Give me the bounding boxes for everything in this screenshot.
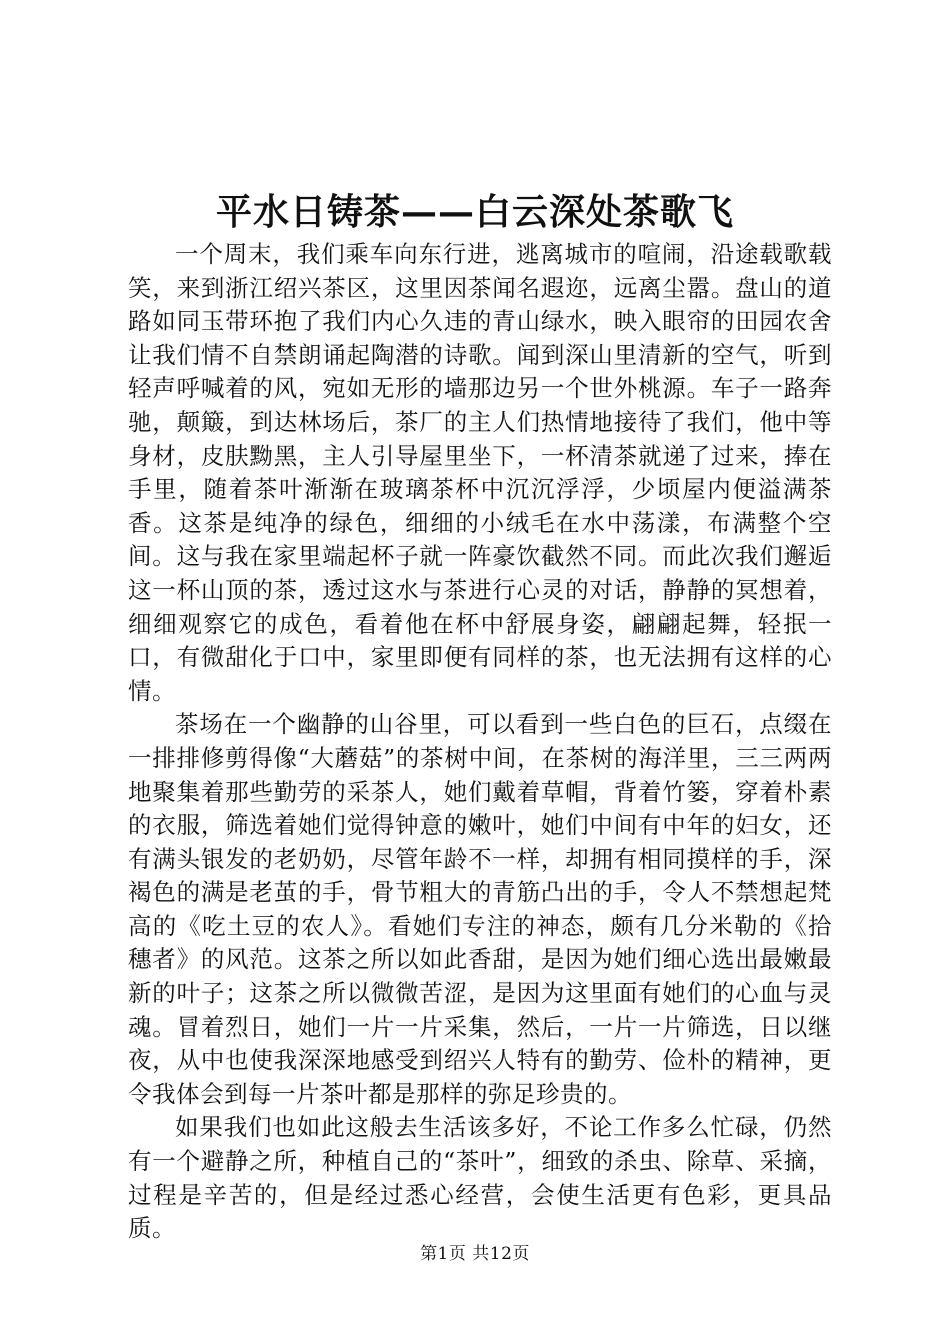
document-body xyxy=(128,238,832,1246)
page-footer: 第1页 共12页 xyxy=(420,1244,530,1264)
paragraph-2: 茶场在一个幽静的山谷里，可以看到一些白色的巨石，点缀在一排排修剪得像“大蘑菇”的茶树中间，在茶树的海洋里，三三两两地聚集着那些勤劳的采茶人，她们戴着草帽，背着竹篓，穿着朴素的衣服，筛选着她们觉得钟意的嫩叶，她们中间有中年的妇女，还有满头银发的老奶奶，尽管年龄不一样，却拥有相同摸样的手，深褐色的满是老茧的手，骨节粗大的青筋凸出的手，令人不禁想起梵高的《吃土豆的农人》。看她们专注的神态，颇有几分米勒的《拾穗者》的风范。这茶之所以如此香甜，是因为她们细心选出最嫩最新的叶子；这茶之所以微微苦涩，是因为这里面有她们的心血与灵魂。冒着烈日，她们一片一片采集，然后，一片一片筛选，日以继夜，从中也使我深深地感受到绍兴人特有的勤劳、俭朴的精神，更令我体会到每一片茶叶都是那样的弥足珍贵的。 xyxy=(128,710,832,1108)
document-title: 平水日铸茶——白云深处茶歌飞 xyxy=(215,191,734,233)
paragraph-3: 如果我们也如此这般去生活该多好，不论工作多么忙碌，仍然有一个避静之所，种植自己的“茶叶”，细致的杀虫、除草、采摘，过程是辛苦的，但是经过悉心经营，会使生活更有色彩，更具品质。 xyxy=(128,1113,832,1243)
paragraph-1: 一个周末，我们乘车向东行进，逃离城市的喧闹，沿途载歌载笑，来到浙江绍兴茶区，这里因茶闻名遐迩，远离尘嚣。盘山的道路如同玉带环抱了我们内心久违的青山绿水，映入眼帘的田园农舍让我们情不自禁朗诵起陶潜的诗歌。闻到深山里清新的空气，听到轻声呼喊着的风，宛如无形的墙那边另一个世外桃源。车子一路奔驰，颠簸，到达林场后，茶厂的主人们热情地接待了我们，他中等身材，皮肤黝黑，主人引导屋里坐下，一杯清茶就递了过来，捧在手里，随着茶叶渐渐在玻璃茶杯中沉沉浮浮，少顷屋内便溢满茶香。这茶是纯净的绿色，细细的小绒毛在水中荡漾，布满整个空间。这与我在家里端起杯子就一阵豪饮截然不同。而此次我们邂逅这一杯山顶的茶，透过这水与茶进行心灵的对话，静静的冥想着，细细观察它的成色，看着他在杯中舒展身姿，翩翩起舞，轻抿一口，有微甜化于口中，家里即便有同样的茶，也无法拥有这样的心情。 xyxy=(128,240,832,705)
